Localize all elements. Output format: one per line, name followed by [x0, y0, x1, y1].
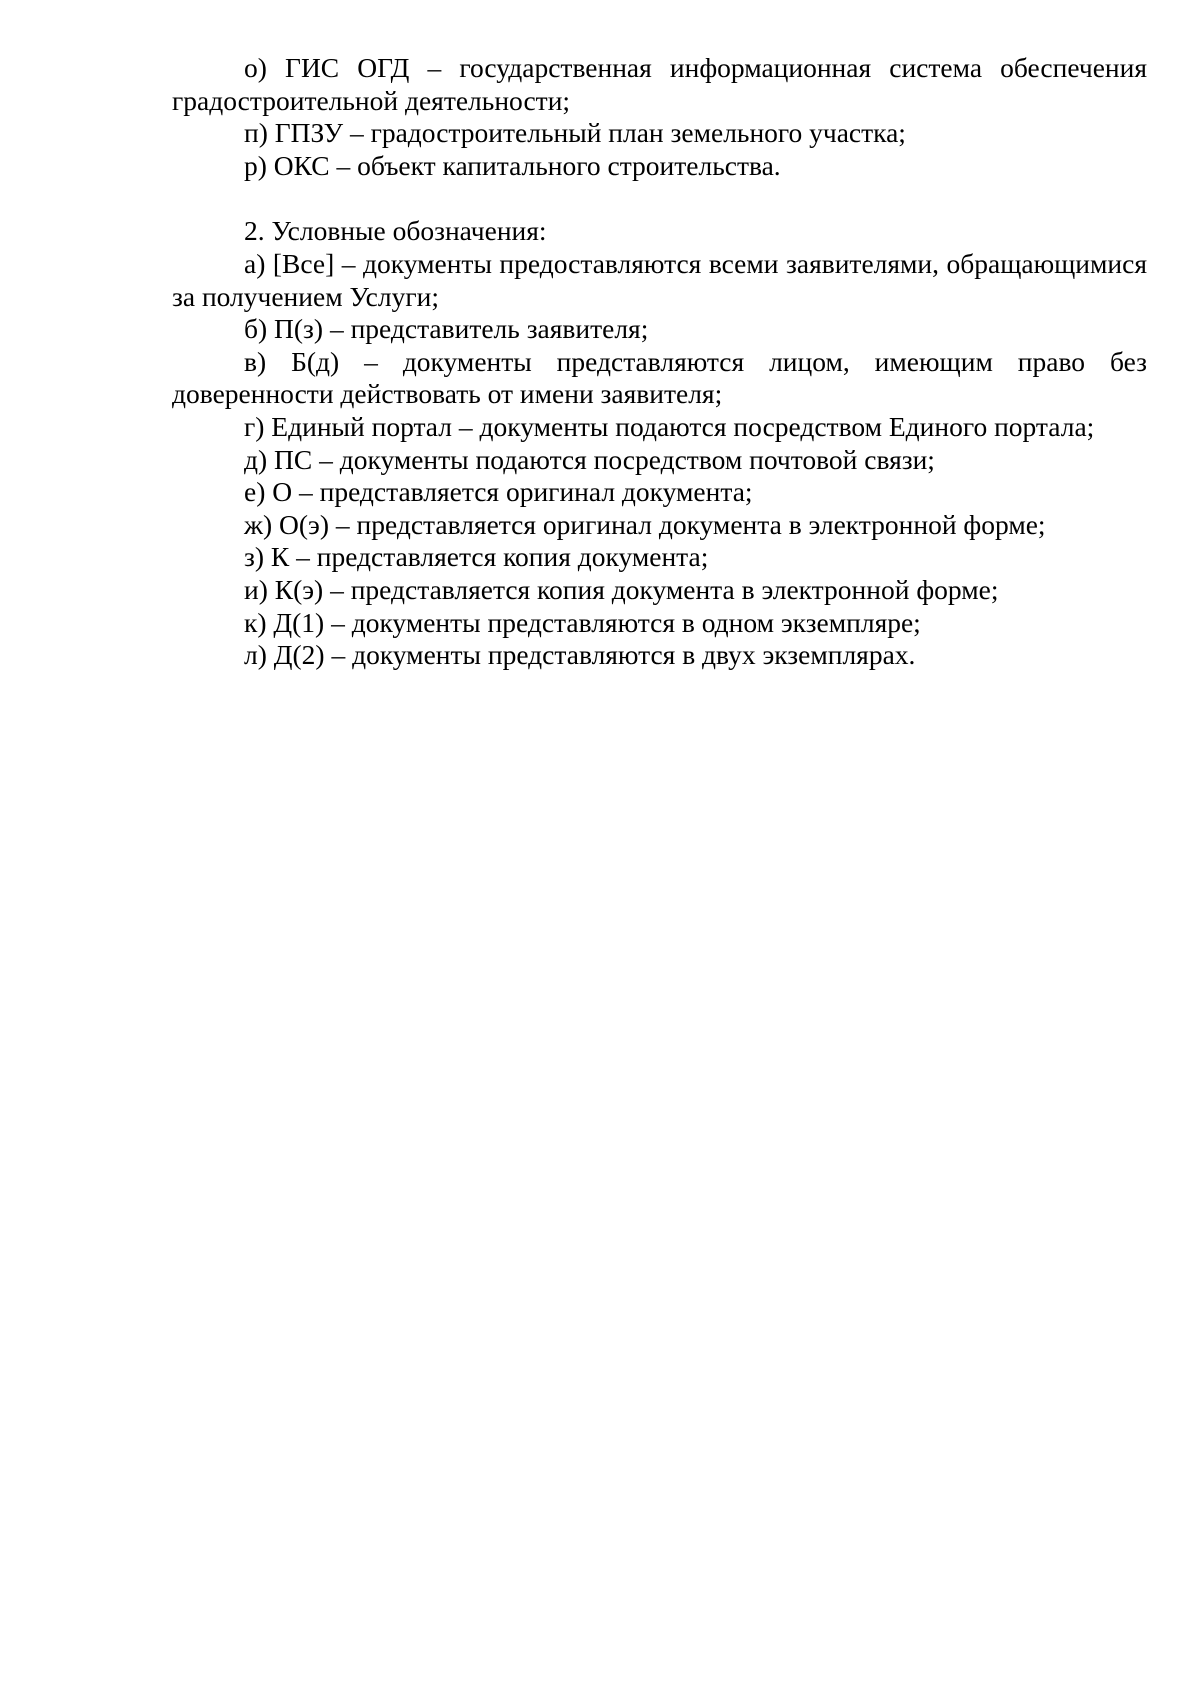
definition-item-p: п) ГПЗУ – градостроительный план земельного участка;	[244, 117, 906, 149]
definition-item-r: р) ОКС – объект капитального строительства.	[244, 149, 781, 181]
legend-item-zh: ж) О(э) – представляется оригинал документа в электронной форме;	[244, 508, 1046, 540]
legend-item-k: к) Д(1) – документы представляются в одном экземпляре;	[244, 606, 921, 638]
legend-item-d: д) ПС – документы подаются посредством почтовой связи;	[244, 443, 935, 475]
legend-item-z: з) К – представляется копия документа;	[244, 541, 709, 573]
legend-item-e: е) О – представляется оригинал документа;	[244, 476, 753, 508]
legend-item-b: б) П(з) – представитель заявителя;	[244, 313, 649, 345]
definition-item-o: о) ГИС ОГД – государственная информационная система обеспечения градостроительной деятельности;	[172, 52, 1147, 116]
legend-item-i: и) К(э) – представляется копия документа в электронной форме;	[244, 573, 999, 605]
legend-item-a: а) [Все] – документы предоставляются всеми заявителями, обращающимися за получением Услуги;	[172, 247, 1147, 312]
paragraph-spacer	[172, 182, 1147, 215]
legend-item-l: л) Д(2) – документы представляются в двух экземплярах.	[244, 639, 916, 671]
legend-heading: 2. Условные обозначения:	[244, 215, 547, 247]
legend-item-v: в) Б(д) – документы представляются лицом, имеющим право без доверенности действовать от имени заявителя;	[172, 345, 1147, 410]
legend-item-g: г) Единый портал – документы подаются посредством Единого портала;	[244, 410, 1095, 442]
document-page	[172, 52, 1147, 672]
